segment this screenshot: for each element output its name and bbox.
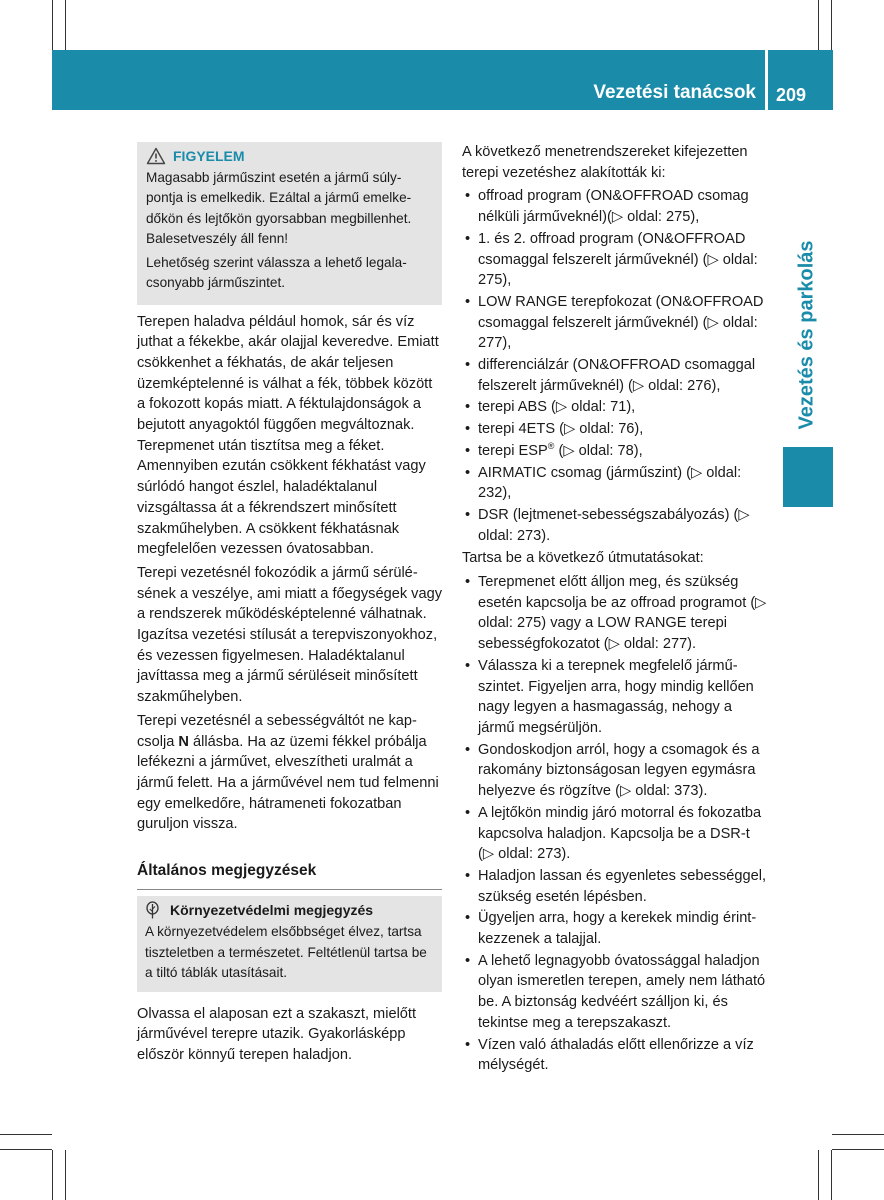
list-item [462, 229, 768, 291]
header-divider [765, 50, 768, 110]
section-title: Vezetési tanácsok [593, 82, 756, 103]
side-tab-marker [783, 447, 833, 507]
list-item-text: terepi ESP [478, 442, 548, 459]
list-item-text: Vízen való áthaladás előtt ellenőrizze a víz mélységét. [478, 1036, 754, 1074]
list-item-text: DSR (lejtmenet-sebességszabályozás) (▷ oldal: 273). [478, 506, 750, 544]
list-item [462, 505, 768, 546]
bullet: • [465, 230, 471, 247]
bullet: • [465, 657, 471, 674]
crop-mark [52, 0, 53, 50]
instructions-intro: Tartsa be a következő útmutatásokat: [462, 550, 704, 567]
bullet: • [465, 574, 471, 591]
list-item-text: Gondoskodjon arról, hogy a csomagok és a rakomány biztonságosan legyen egymásra helyezve és rögzítve (▷ oldal: 373). [478, 741, 760, 800]
warning-header [146, 146, 432, 167]
side-tab-label: Vezetés és parkolás [795, 240, 818, 430]
list-item-text: Haladjon lassan és egyenletes sebességgel, szükség esetén lépésben. [478, 867, 767, 905]
environment-note-text: A környezetvédelem elsőbbséget élvez, tartsa tiszteletben a természetet. Feltétlenül tartsa be a tiltó táblák utasításait. [145, 924, 427, 981]
list-item [462, 397, 768, 418]
side-tab [795, 235, 819, 435]
page-number: 209 [776, 85, 807, 105]
crop-mark [831, 0, 832, 50]
systems-list [462, 186, 768, 546]
body-paragraph: Olvassa el alaposan ezt a szakaszt, mielőtt járművével terepre utazik. Gyakorlásképp először könnyű terepen haladjon. [137, 1005, 417, 1064]
bullet: • [465, 506, 471, 523]
list-item [462, 463, 768, 504]
list-item [462, 572, 768, 655]
gear-paragraph [137, 711, 442, 835]
list-item-text: Terepmenet előtt álljon meg, és szükség esetén kapcsolja be az offroad programot (▷ oldal: 275) vagy a LOW RANGE terepi sebességfokozatot (▷ oldal: 277). [478, 574, 767, 653]
warning-text: Lehetőség szerint válassza a lehető legalacsonyabb járműszintet. [146, 254, 407, 290]
list-item-text: differenciálzár (ON&OFFROAD csomaggal felszerelt járműveknél) (▷ oldal: 276), [478, 357, 756, 394]
list-item [462, 355, 768, 396]
gear-position-n: N [178, 733, 189, 750]
list-item-text: offroad program (ON&OFFROAD csomag nélküli járműveknél)(▷ oldal: 275), [478, 188, 749, 226]
environment-note-title: Környezetvédelmi megjegyzés [170, 901, 374, 918]
text-run: állásba. Ha az üzemi fékkel próbálja lefékezni a járművet, elveszítheti uralmát a jármű felett. Ha a járművével nem tud felmenni egy emelkedőre, hátrameneti fokozatban guruljon vissza. [137, 733, 439, 833]
list-item [462, 866, 768, 907]
bullet: • [465, 293, 471, 310]
body-paragraph: Terepen haladva például homok, sár és víz juthat a fékekbe, akár olajjal keveredve. Emiatt csökkenhet a fékhatás, de akár teljesen üzemképtelenné is válhat a fék, többek között a fokozott kopás miatt. A féktulajdonságok a bejutott anyagoktól függően megváltoznak. Terepmenet után tisztítsa meg a féket. Amennyiben ezután csökkent fékhatást vagy súrlódó hangot észlel, haladéktalanul vizsgáltassa át a fékrendszert minősített szakműhelyben. A csökkent fékhatásnak megfelelően vezessen óvatosabban. [137, 313, 439, 558]
bullet: • [465, 357, 471, 374]
bullet: • [465, 421, 471, 438]
crop-mark [65, 0, 66, 50]
list-item-text: Ügyeljen arra, hogy a kerekek mindig érintkezzenek a talajjal. [478, 910, 757, 948]
warning-box [137, 142, 442, 305]
environment-note-box [137, 896, 442, 992]
list-item [462, 441, 768, 462]
list-item-text: AIRMATIC csomag (járműszint) (▷ oldal: 232), [478, 464, 742, 502]
bullet: • [465, 741, 471, 758]
environment-note-header [145, 900, 432, 921]
bullet: • [465, 1036, 471, 1053]
crop-mark [52, 1150, 53, 1200]
crop-mark [818, 1150, 819, 1200]
bullet: • [465, 399, 471, 416]
crop-mark [0, 1149, 52, 1150]
list-item [462, 656, 768, 739]
crop-mark [0, 1134, 52, 1135]
crop-mark [832, 1134, 884, 1135]
environment-leaf-icon [145, 901, 160, 919]
list-item [462, 1035, 768, 1076]
warning-title: FIGYELEM [173, 148, 245, 164]
crop-mark [832, 1149, 884, 1150]
list-item-text: Válassza ki a terepnek megfelelő járműszintet. Figyeljen arra, hogy mindig kellően nagy legyen a hasmagasság, nehogy a jármű megsérüljön. [478, 657, 754, 736]
bullet: • [465, 952, 471, 969]
list-item-text: A lehető legnagyobb óvatossággal haladjon olyan ismeretlen terepen, amely nem látható be. A biztonság kedvéért szálljon ki, és tekintse meg a terepszakaszt. [478, 952, 766, 1031]
list-item [462, 951, 768, 1034]
crop-mark [831, 1150, 832, 1200]
crop-mark [818, 0, 819, 50]
list-item [462, 740, 768, 802]
crop-mark [65, 1150, 66, 1200]
list-item [462, 803, 768, 865]
systems-intro: A következő menetrendszereket kifejezetten terepi vezetéshez alakították ki: [462, 144, 748, 181]
list-item-text: LOW RANGE terepfokozat (ON&OFFROAD csomaggal felszerelt járműveknél) (▷ oldal: 277), [478, 293, 764, 352]
bullet: • [465, 910, 471, 927]
list-item [462, 186, 768, 227]
list-item-text: terepi 4ETS (▷ oldal: 76), [478, 421, 644, 438]
bullet: • [465, 804, 471, 821]
list-item-text: 1. és 2. offroad program (ON&OFFROAD csomaggal felszerelt járműveknél) (▷ oldal: 275), [478, 230, 758, 289]
general-notes-heading: Általános megjegyzések [137, 861, 442, 890]
bullet: • [465, 188, 471, 205]
right-column [462, 142, 768, 1078]
warning-text: Magasabb járműszint esetén a jármű súlypontja is emelkedik. Ezáltal a jármű emelkedőkön és lejtőkön gyorsabban megbillenhet. Balesetveszély áll fenn! [146, 169, 412, 246]
list-item [462, 908, 768, 949]
body-paragraph: Terepi vezetésnél fokozódik a jármű sérülésének a veszélye, ami miatt a főegységek vagy a rendszerek működésképtelenné válhatnak. Igazítsa vezetési stílusát a terepviszonyokhoz, és vezessen figyelmesen. Haladéktalanul javíttassa meg a jármű sérüléseit minősített szakműhelyben. [137, 564, 443, 706]
list-item [462, 292, 768, 354]
registered-mark: ® [547, 440, 555, 451]
list-item-text: A lejtőkön mindig járó motorral és fokozatba kapcsolva haladjon. Kapcsolja be a DSR-t (▷ oldal: 273). [478, 804, 762, 863]
bullet: • [465, 464, 471, 481]
list-item-text: terepi ABS (▷ oldal: 71), [478, 399, 636, 416]
text-run: Terepi vezetésnél a sebességváltót ne kapcsolja [137, 712, 417, 750]
instructions-list [462, 572, 768, 1076]
bullet: • [465, 442, 471, 459]
list-item [462, 419, 768, 440]
left-column [137, 142, 442, 1069]
warning-triangle-icon [146, 147, 166, 165]
list-item-text: (▷ oldal: 78), [554, 442, 643, 459]
bullet: • [465, 867, 471, 884]
